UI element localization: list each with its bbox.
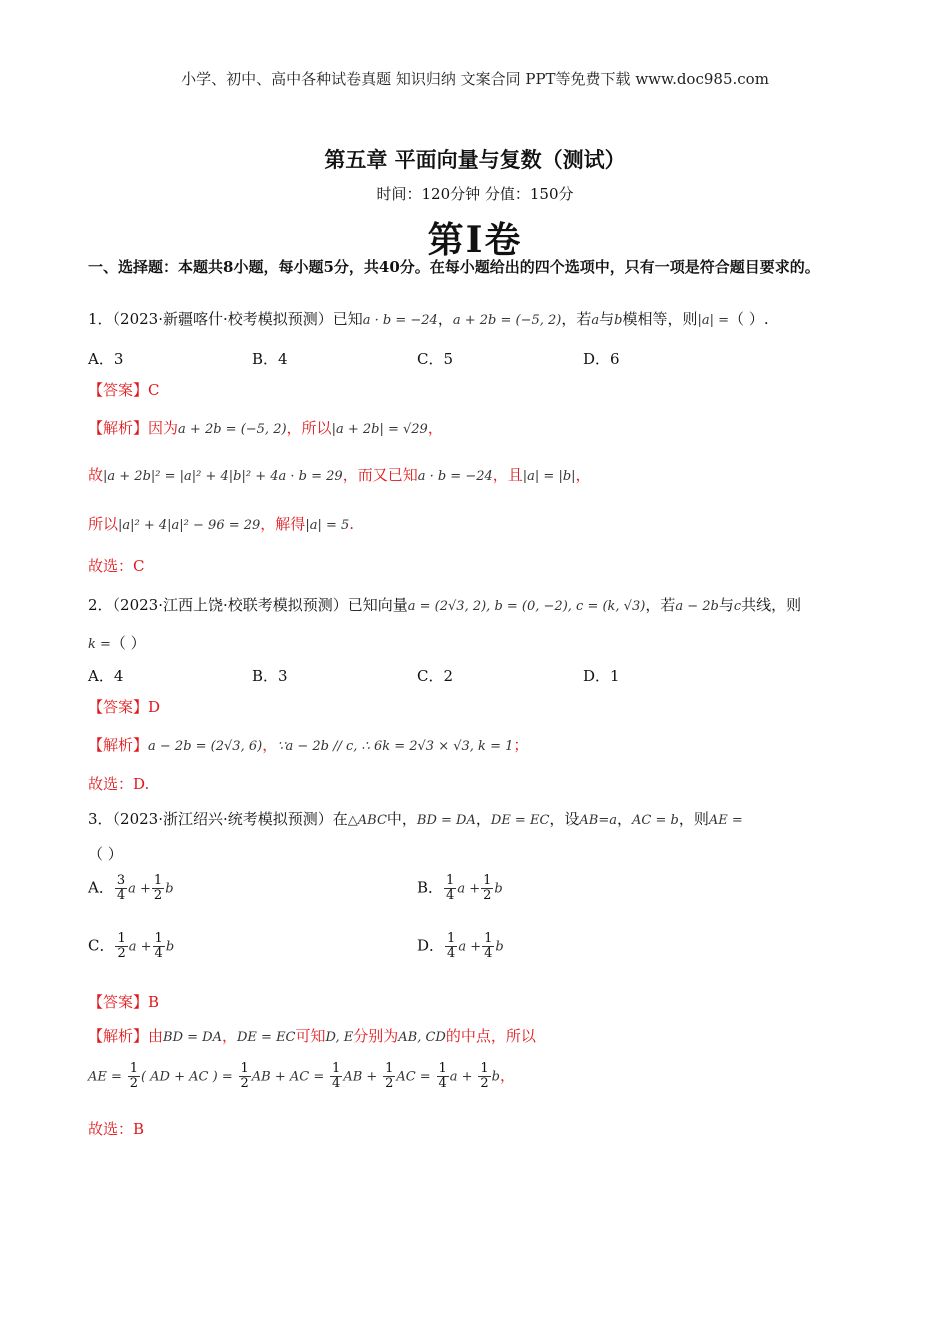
analysis-formula: D, E — [325, 1030, 354, 1045]
analysis-text: 所以 — [88, 515, 119, 533]
analysis-text: 故 — [88, 466, 104, 484]
option-label: B． — [417, 878, 444, 897]
analysis-text: ，解得 — [260, 515, 306, 533]
option-d[interactable]: D．1 — [583, 667, 620, 685]
option-label: D． — [417, 936, 445, 955]
page-header: 小学、初中、高中各种试卷真题 知识归纳 文案合同 PPT等免费下载 www.doc985.com — [181, 70, 769, 88]
analysis-label: 【解析】 — [88, 1027, 149, 1045]
analysis-formula: |a + 2b| = √29 — [331, 422, 428, 437]
q1-formula: |a| = — [697, 313, 730, 328]
q2-text: ，若 — [645, 596, 676, 614]
q1-analysis-line-3 — [88, 513, 354, 534]
option-c[interactable]: C．5 — [417, 350, 454, 368]
fraction: $\frac{1}{2}$ — [117, 931, 126, 961]
answer-value: C — [148, 381, 160, 399]
analysis-text: ，且 — [492, 466, 523, 484]
fraction: $\frac{1}{4}$ — [154, 931, 163, 961]
q3-text: ，则 — [678, 810, 709, 828]
answer-value: D — [148, 698, 161, 716]
option-formula: b — [495, 939, 504, 955]
q3-text: ， — [475, 810, 491, 828]
q1-text: 模相等，则 — [622, 310, 698, 328]
analysis-text: ， — [575, 466, 591, 484]
q1-formula: b — [614, 313, 623, 328]
option-formula: a + — [128, 881, 151, 897]
analysis-formula: a − 2b = (2√3, 6) — [148, 739, 263, 754]
analysis-text: ； — [513, 736, 529, 754]
q3-formula: BD = DA — [416, 813, 476, 828]
option-label: C． — [88, 936, 115, 955]
q2-text: （ ） — [110, 634, 146, 652]
q2-text: 共线，则 — [741, 596, 802, 614]
q3-formula: AC = b — [632, 813, 679, 828]
q2-analysis — [88, 734, 528, 755]
q1-text: ，若 — [561, 310, 592, 328]
fraction: $\frac{1}{2}$ — [129, 1061, 138, 1091]
option-formula: a + — [457, 881, 481, 897]
option-a[interactable]: A．4 — [88, 667, 124, 685]
q2-text: 与 — [718, 596, 734, 614]
analysis-text: ，而又已知 — [342, 466, 418, 484]
fraction: $\frac{1}{2}$ — [153, 873, 163, 903]
analysis-formula: a + — [449, 1069, 473, 1085]
analysis-formula: ( AD + AC ) = — [140, 1069, 233, 1085]
option-c[interactable]: C．2 — [417, 667, 454, 685]
q3-analysis-line-2 — [88, 1062, 515, 1091]
q3-formula: AE = — [708, 813, 743, 828]
q3-formula: △ABC — [347, 813, 387, 828]
option-b[interactable]: B．3 — [252, 667, 288, 685]
option-b[interactable]: B．4 — [252, 350, 288, 368]
analysis-text: ， — [262, 736, 278, 754]
question-3-stem — [88, 808, 743, 829]
q2-formula: c — [733, 599, 742, 614]
q3-text: ， — [617, 810, 633, 828]
q1-text: （ ）. — [729, 310, 769, 328]
analysis-formula: DE = EC — [237, 1030, 296, 1045]
analysis-formula: AC = — [396, 1069, 431, 1085]
answer-label: 【答案】 — [88, 993, 149, 1011]
q3-formula: AB=a — [579, 813, 618, 828]
analysis-label: 【解析】 — [88, 419, 149, 437]
q1-answer — [88, 379, 160, 400]
option-a[interactable] — [88, 874, 174, 903]
q2-stem-text: 2．（2023·江西上饶·校联考模拟预测）已知向量 — [88, 596, 408, 614]
q1-analysis-line-1 — [88, 417, 443, 438]
fraction: $\frac{1}{4}$ — [446, 873, 455, 903]
q3-answer — [88, 991, 159, 1012]
option-formula: b — [165, 881, 174, 897]
analysis-formula: |a| = |b| — [522, 469, 576, 484]
analysis-label: 【解析】 — [88, 736, 149, 754]
q1-text: ， — [437, 310, 453, 328]
q2-conclusion: 故选：D. — [88, 775, 150, 793]
analysis-formula: b — [491, 1069, 500, 1085]
fraction: $\frac{1}{4}$ — [438, 1061, 447, 1091]
fraction: $\frac{1}{2}$ — [240, 1061, 249, 1091]
q3-conclusion: 故选：B — [88, 1120, 145, 1138]
question-2-stem — [88, 594, 801, 615]
option-d[interactable]: D．6 — [583, 350, 620, 368]
fraction: $\frac{1}{4}$ — [447, 931, 456, 961]
option-b[interactable] — [417, 874, 503, 903]
option-a[interactable]: A．3 — [88, 350, 124, 368]
q3-text: 中， — [386, 810, 417, 828]
analysis-text: 分别为 — [353, 1027, 399, 1045]
analysis-text: ， — [499, 1066, 515, 1085]
fraction: $\frac{1}{2}$ — [385, 1061, 394, 1091]
answer-label: 【答案】 — [88, 381, 149, 399]
analysis-text: . — [349, 515, 355, 533]
analysis-text: ， — [221, 1027, 237, 1045]
option-formula: b — [494, 881, 503, 897]
analysis-text: 由 — [148, 1027, 164, 1045]
fraction: $\frac{1}{4}$ — [484, 931, 493, 961]
q1-stem-text: 1．（2023·新疆喀什·校考模拟预测）已知 — [88, 310, 363, 328]
analysis-formula: a + 2b = (−5, 2) — [178, 422, 287, 437]
analysis-formula: |a|² + 4|a|² − 96 = 29 — [118, 518, 261, 533]
analysis-formula: AB + AC = — [251, 1069, 325, 1085]
q2-formula: a − 2b — [675, 599, 719, 614]
analysis-formula: a · b = −24 — [417, 469, 493, 484]
fraction: $\frac{1}{2}$ — [483, 873, 492, 903]
question-3-stem-cont: （ ） — [88, 845, 123, 863]
q3-text: ，设 — [549, 810, 580, 828]
fraction: $\frac{3}{4}$ — [116, 873, 126, 903]
q2-answer — [88, 696, 160, 717]
q3-stem-text: 3．（2023·浙江绍兴·统考模拟预测）在 — [88, 810, 348, 828]
analysis-text: ， — [427, 419, 443, 437]
q1-formula: a — [591, 313, 600, 328]
analysis-formula: |a| = 5 — [305, 518, 350, 533]
q1-formula: a + 2b = (−5, 2) — [452, 313, 562, 328]
q2-formula: a = (2√3, 2), b = (0, −2), c = (k, √3) — [407, 599, 646, 614]
section-heading: 一、选择题：本题共8小题，每小题5分，共40分。在每小题给出的四个选项中，只有一项是符合题目要求的。 — [88, 258, 820, 276]
q1-conclusion: 故选：C — [88, 557, 145, 575]
analysis-text: 因为 — [148, 419, 179, 437]
analysis-text: ，所以 — [286, 419, 332, 437]
exam-meta: 时间：120分钟 分值：150分 — [376, 185, 574, 203]
option-formula: b — [165, 939, 175, 955]
answer-value: B — [148, 993, 160, 1011]
analysis-formula: |a + 2b|² = |a|² + 4|b|² + 4a · b = 29 — [103, 469, 343, 484]
analysis-formula: AB, CD — [398, 1030, 446, 1045]
q1-text: 与 — [599, 310, 615, 328]
q1-formula: a · b = −24 — [362, 313, 438, 328]
question-1-stem — [88, 308, 769, 329]
fraction: $\frac{1}{2}$ — [480, 1061, 489, 1091]
option-label: A． — [88, 878, 114, 897]
analysis-formula: AE = — [88, 1069, 122, 1085]
analysis-text: 的中点，所以 — [445, 1027, 536, 1045]
volume-heading: 第Ⅰ卷 — [427, 219, 523, 261]
option-formula: a + — [458, 939, 482, 955]
q1-analysis-line-2 — [88, 464, 591, 485]
analysis-formula: BD = DA — [163, 1030, 222, 1045]
analysis-formula: AB + — [343, 1069, 378, 1085]
q3-analysis-line-1 — [88, 1025, 536, 1046]
fraction: $\frac{1}{4}$ — [332, 1061, 341, 1091]
option-formula: a + — [128, 939, 152, 955]
analysis-text: 可知 — [295, 1027, 326, 1045]
analysis-formula: ∵a − 2b // c, ∴ 6k = 2√3 × √3, k = 1 — [277, 739, 514, 754]
q3-formula: DE = EC — [490, 813, 550, 828]
option-c[interactable] — [88, 932, 174, 961]
answer-label: 【答案】 — [88, 698, 149, 716]
q2-formula: k = — [88, 637, 111, 652]
question-2-stem-cont — [88, 632, 146, 653]
option-d[interactable] — [417, 932, 504, 961]
page-title: 第五章 平面向量与复数（测试） — [324, 147, 626, 172]
